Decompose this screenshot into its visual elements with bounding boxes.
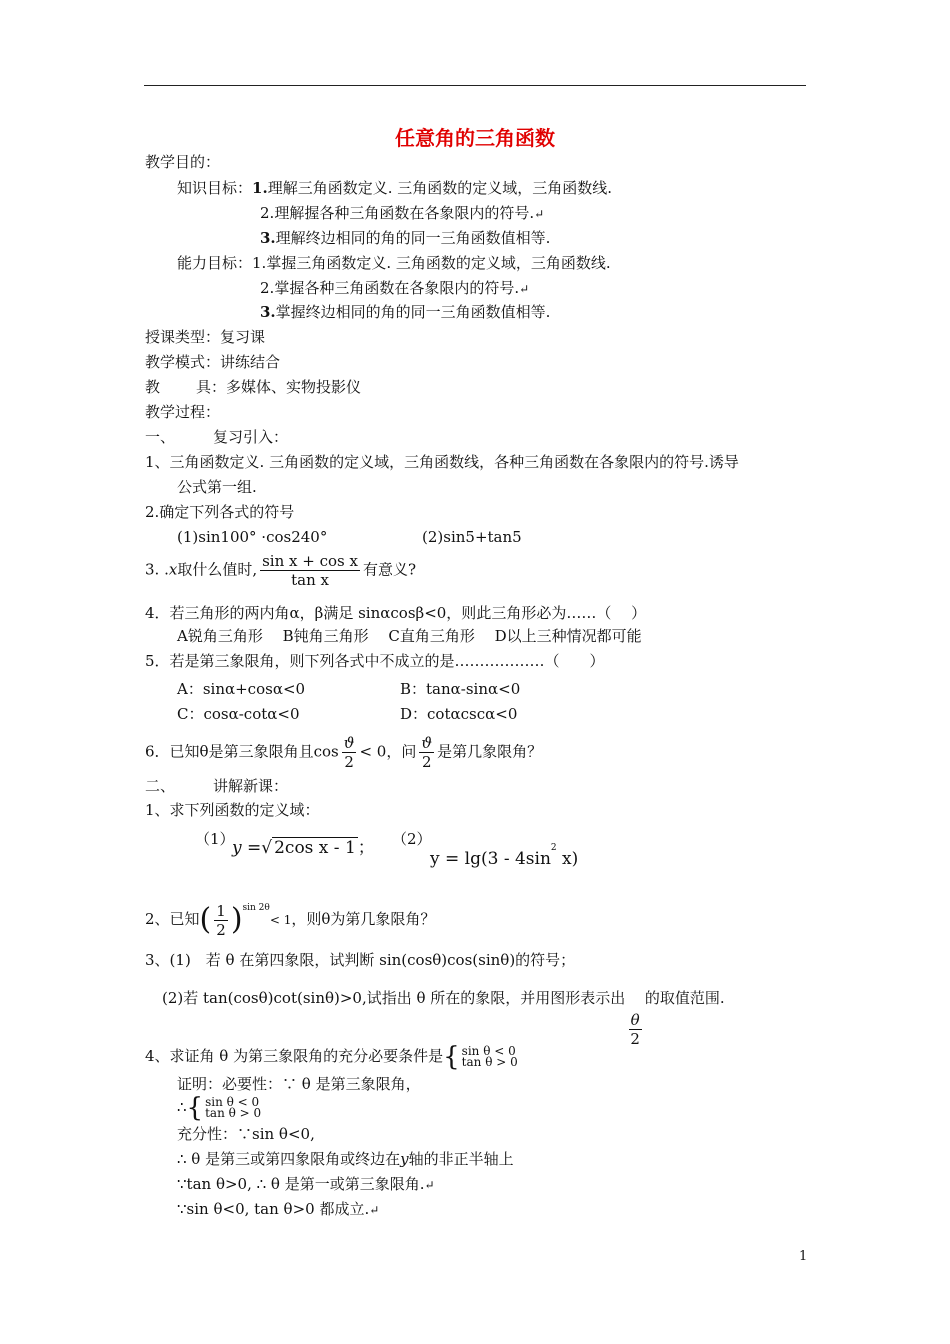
new-3-part-2-text: (2)若 tan(cosθ)cot(sinθ)>0,试指出 θ 所在的象限，并用图形表示出	[162, 989, 626, 1007]
section-2-heading	[145, 776, 288, 796]
new-1-part-1-formula	[232, 838, 375, 858]
cos-text: cos	[313, 742, 339, 761]
new-4	[145, 1042, 518, 1072]
half-fraction	[214, 902, 228, 939]
lg-expression: y = lg(3 - 4sin	[430, 849, 551, 869]
return-mark: ↵	[369, 1203, 380, 1217]
section-1-title: 复习引入：	[213, 428, 289, 446]
review-5-option-d: D：cotαcscα<0	[400, 705, 518, 723]
proof-necessity: 证明：必要性：∵ θ 是第三象限角，	[177, 1075, 421, 1093]
review-3-suffix: 有意义?	[362, 560, 417, 579]
knowledge-2-num: 2.	[260, 204, 275, 222]
review-2-part-1: (1)sin100° ·cos240°	[177, 528, 328, 546]
ability-goal-2	[260, 278, 529, 299]
review-3-fraction	[260, 552, 360, 589]
condition-system: { sin θ < 0 tan θ > 0	[186, 1093, 262, 1123]
review-6-mid: ，问	[386, 742, 417, 761]
lesson-type: 授课类型：复习课	[145, 328, 266, 346]
section-2-title: 讲解新课：	[213, 777, 289, 795]
review-3	[145, 552, 416, 589]
knowledge-goal-1	[177, 178, 612, 198]
ability-1-num: 1.	[252, 254, 267, 272]
teaching-mode: 教学模式：讲练结合	[145, 353, 281, 371]
var-y: y	[400, 1150, 409, 1168]
new-2-prefix: 2、已知	[145, 910, 200, 928]
new-3-part-2-suffix: 的取值范围.	[644, 989, 725, 1007]
knowledge-goal-3	[260, 228, 550, 248]
objectives-heading: 教学目的：	[145, 153, 221, 171]
tools-text: 具：多媒体、实物投影仪	[196, 378, 362, 396]
var-x: x	[168, 560, 178, 579]
review-1-line-2: 公式第一组.	[177, 478, 257, 496]
review-5: 5．若是第三象限角，则下列各式中不成立的是………………（ ）	[145, 652, 605, 670]
return-mark: ↵	[424, 1178, 435, 1192]
fraction-numerator: 1	[216, 901, 226, 920]
fraction-numerator: sin x + cos x	[262, 552, 358, 570]
review-3-prefix: 3. .	[145, 560, 169, 579]
review-1-line-1: 1、三角函数定义. 三角函数的定义域，三角函数线，各种三角函数在各象限内的符号.诱导	[145, 453, 739, 471]
fraction-denominator: tan x	[291, 571, 329, 589]
knowledge-1-text: 理解三角函数定义. 三角函数的定义域，三角函数线.	[267, 179, 612, 197]
proof-step-1	[177, 1149, 514, 1169]
square-exponent: 2	[550, 843, 557, 853]
review-6-prefix: 6．已知θ是第三象限角且	[145, 742, 314, 761]
knowledge-goal-2	[260, 203, 544, 224]
ability-goal-1	[177, 253, 611, 273]
fraction-numerator: ϑ	[421, 734, 433, 752]
process-heading: 教学过程：	[145, 403, 221, 421]
review-2-part-2: (2)sin5+tan5	[422, 528, 522, 546]
condition-system: { sin θ < 0 tan θ > 0	[443, 1042, 518, 1072]
system-row-1: sin θ < 0	[461, 1044, 516, 1058]
knowledge-1-num: 1.	[252, 179, 268, 197]
ability-2-text: 掌握各种三角函数在各象限内的符号.	[274, 279, 520, 297]
section-1-heading	[145, 427, 288, 447]
section-2-num: 二、	[145, 777, 176, 795]
new-1-part-2-label: （2）	[392, 830, 432, 848]
fraction-numerator: ϑ	[343, 734, 355, 752]
proof-step-3: ∵sin θ<0, tan θ>0 都成立.↵	[177, 1200, 380, 1218]
new-3-part-1: 3、(1) 若 θ 在第四象限，试判断 sin(cosθ)cos(sinθ)的符号；	[145, 951, 576, 969]
lg-closing: x)	[556, 849, 579, 869]
page-number: 1	[799, 1249, 808, 1264]
ability-goal-3	[260, 302, 550, 322]
fraction-numerator: θ	[630, 1011, 640, 1029]
proof-sufficiency: 充分性：∵sin θ<0,	[177, 1125, 315, 1143]
tools-char: 教	[145, 378, 161, 396]
proof-step-2: ∵tan θ>0, ∴ θ 是第一或第三象限角.↵	[177, 1175, 435, 1193]
system-row-2: tan θ > 0	[461, 1055, 518, 1069]
new-1-part-1-label: （1）	[195, 830, 235, 848]
return-mark: ↵	[519, 282, 530, 296]
review-4: 4．若三角形的两内角α，β满足 sinαcosβ<0，则此三角形必为……（ ）	[145, 604, 647, 622]
exponent-sin2theta: sin 2θ	[242, 903, 270, 913]
return-mark: ↵	[534, 207, 545, 221]
system-row-2: tan θ > 0	[205, 1106, 262, 1120]
knowledge-label: 知识目标：	[177, 179, 253, 197]
proof-therefore	[177, 1093, 262, 1123]
ability-1-text: 掌握三角函数定义. 三角函数的定义域，三角函数线.	[266, 254, 611, 272]
knowledge-3-num: 3.	[260, 229, 276, 247]
fraction-denominator: 2	[216, 920, 226, 939]
page-title: 任意角的三角函数	[395, 126, 555, 150]
less-than-zero: < 0	[359, 742, 387, 761]
theta-half-fraction	[342, 734, 357, 771]
theta-half-fraction	[628, 1011, 642, 1048]
review-5-option-b: B：tanα-sinα<0	[400, 680, 521, 698]
new-1: 1、求下列函数的定义域：	[145, 801, 320, 819]
teaching-tools	[145, 377, 361, 397]
new-4-text: 4、求证角 θ 为第三象限角的充分必要条件是	[145, 1047, 444, 1065]
fraction-denominator: 2	[344, 753, 354, 771]
formula-y: y =	[232, 838, 262, 858]
new-1-part-2-formula	[430, 838, 578, 869]
review-5-option-c: C：cosα-cotα<0	[177, 705, 300, 723]
semicolon: ；	[357, 838, 375, 858]
ability-3-num: 3.	[260, 303, 276, 321]
new-2: 2、已知( $\frac{1}{2}$ )$^{sin 2\theta}$< 1，则θ为第几象限角？	[145, 901, 436, 939]
proof-step-1-suffix: 轴的非正半轴上	[408, 1150, 514, 1168]
proof-step-1-text: ∴ θ 是第三或第四象限角或终边在	[177, 1150, 401, 1168]
review-6-suffix: 是第几象限角？	[437, 742, 543, 761]
ability-3-text: 掌握终边相同的角的同一三角函数值相等.	[275, 303, 551, 321]
new-3-part-2	[162, 988, 725, 1048]
review-3-mid: 取什么值时,	[177, 560, 258, 579]
ability-label: 能力目标：	[177, 254, 253, 272]
review-4-options: A锐角三角形 B钝角三角形 C直角三角形 D以上三种情况都可能	[177, 627, 642, 645]
header-rule	[144, 85, 806, 86]
knowledge-3-text: 理解终边相同的角的同一三角函数值相等.	[275, 229, 551, 247]
system-row-1: sin θ < 0	[205, 1095, 260, 1109]
section-1-num: 一、	[145, 428, 176, 446]
review-2: 2.确定下列各式的符号	[145, 503, 295, 521]
less-than-one: < 1	[269, 913, 292, 927]
fraction-denominator: 2	[421, 753, 432, 771]
review-5-option-a: A：sinα+cosα<0	[177, 680, 306, 698]
review-6	[145, 734, 542, 771]
theta-half-fraction	[419, 734, 434, 771]
sqrt-radicand: 2cos x - 1	[274, 838, 356, 858]
ability-2-num: 2.	[260, 279, 275, 297]
sqrt-sign: √	[261, 838, 273, 858]
therefore-symbol: ∴	[177, 1098, 187, 1116]
knowledge-2-text: 理解握各种三角函数在各象限内的符号.	[274, 204, 535, 222]
new-2-suffix: ，则θ为第几象限角？	[291, 910, 436, 928]
fraction-denominator: 2	[630, 1030, 640, 1048]
